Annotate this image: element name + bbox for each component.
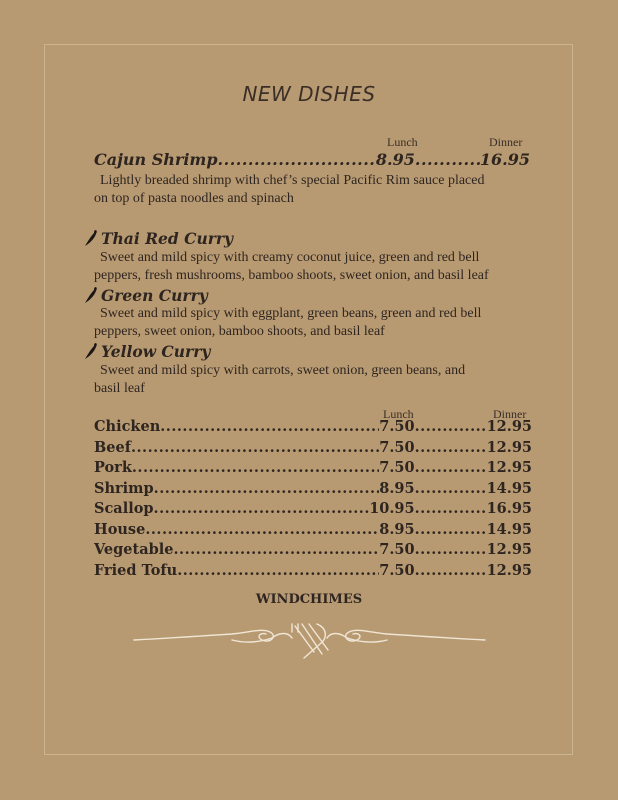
leader-dots xyxy=(415,562,487,579)
leader-dots xyxy=(177,562,379,579)
lunch-price: 7.50 xyxy=(379,541,415,558)
leader-dots xyxy=(131,439,379,456)
cutlery-flourish-icon xyxy=(132,618,487,662)
leader-dots xyxy=(218,150,376,169)
chili-pepper-icon xyxy=(84,341,100,361)
dish-description xyxy=(94,362,534,398)
item-name: Vegetable xyxy=(94,541,174,558)
leader-dots xyxy=(415,418,487,435)
price-row xyxy=(94,541,532,558)
description-line: peppers, sweet onion, bamboo shoots, and basil leaf xyxy=(94,324,385,339)
description-line: Lightly breaded shrimp with chef’s special Pacific Rim sauce placed xyxy=(100,173,485,188)
leader-dots xyxy=(154,480,380,497)
lunch-price: 8.95 xyxy=(375,150,415,169)
dinner-price: 14.95 xyxy=(486,480,532,497)
dinner-price: 16.95 xyxy=(486,500,532,517)
price-row xyxy=(94,480,532,497)
dish-thai-red-curry xyxy=(84,228,233,248)
leader-dots xyxy=(132,459,379,476)
dish-name: Yellow Curry xyxy=(101,341,211,361)
restaurant-name: WINDCHIMES xyxy=(255,592,363,607)
menu-item-cajun-shrimp xyxy=(94,150,530,169)
lunch-price: 10.95 xyxy=(369,500,415,517)
chili-pepper-icon xyxy=(84,228,100,248)
dinner-column-header: Dinner xyxy=(493,407,527,421)
lunch-price: 7.50 xyxy=(379,418,415,435)
leader-dots xyxy=(415,500,487,517)
description-line: on top of pasta noodles and spinach xyxy=(94,191,294,206)
lunch-column-header: Lunch xyxy=(383,407,414,421)
leader-dots xyxy=(154,500,370,517)
dish-name: Thai Red Curry xyxy=(101,228,234,248)
description-line: Sweet and mild spicy with eggplant, green beans, green and red bell xyxy=(100,306,482,321)
description-line: peppers, fresh mushrooms, bamboo shoots, sweet onion, and basil leaf xyxy=(94,268,489,283)
item-name: Cajun Shrimp xyxy=(94,150,218,169)
leader-dots xyxy=(415,480,487,497)
dish-green-curry xyxy=(84,285,208,305)
description-line: basil leaf xyxy=(94,381,145,396)
leader-dots xyxy=(415,541,487,558)
item-name: Shrimp xyxy=(94,480,154,497)
dish-description xyxy=(94,249,534,285)
chili-pepper-icon xyxy=(84,285,100,305)
item-name: House xyxy=(94,521,146,538)
leader-dots xyxy=(415,150,480,169)
dish-description xyxy=(94,305,534,341)
price-row xyxy=(94,500,532,517)
description-line: Sweet and mild spicy with creamy coconut juice, green and red bell xyxy=(100,250,480,265)
price-row xyxy=(94,521,532,538)
price-row xyxy=(94,459,532,476)
price-row xyxy=(94,562,532,579)
item-name: Chicken xyxy=(94,418,161,435)
leader-dots xyxy=(173,541,379,558)
leader-dots xyxy=(415,439,487,456)
lunch-column-header: Lunch xyxy=(387,135,418,149)
dinner-price: 12.95 xyxy=(486,541,532,558)
dinner-price: 16.95 xyxy=(479,150,530,169)
dinner-price: 12.95 xyxy=(486,418,532,435)
leader-dots xyxy=(160,418,379,435)
dinner-price: 14.95 xyxy=(486,521,532,538)
leader-dots xyxy=(415,459,487,476)
item-description xyxy=(94,172,534,208)
item-name: Beef xyxy=(94,439,131,456)
dinner-price: 12.95 xyxy=(486,439,532,456)
price-row xyxy=(94,439,532,456)
leader-dots xyxy=(145,521,379,538)
dish-yellow-curry xyxy=(84,341,210,361)
dinner-price: 12.95 xyxy=(486,459,532,476)
dinner-column-header: Dinner xyxy=(489,135,523,149)
dinner-price: 12.95 xyxy=(486,562,532,579)
lunch-price: 7.50 xyxy=(379,439,415,456)
price-row xyxy=(94,418,532,435)
item-name: Fried Tofu xyxy=(94,562,178,579)
item-name: Scallop xyxy=(94,500,154,517)
dish-name: Green Curry xyxy=(101,285,208,305)
leader-dots xyxy=(415,521,487,538)
lunch-price: 7.50 xyxy=(379,562,415,579)
lunch-price: 8.95 xyxy=(379,521,415,538)
description-line: Sweet and mild spicy with carrots, sweet onion, green beans, and xyxy=(100,363,466,378)
lunch-price: 7.50 xyxy=(379,459,415,476)
lunch-price: 8.95 xyxy=(379,480,415,497)
item-name: Pork xyxy=(94,459,132,476)
page-title: NEW DISHES xyxy=(242,82,376,106)
